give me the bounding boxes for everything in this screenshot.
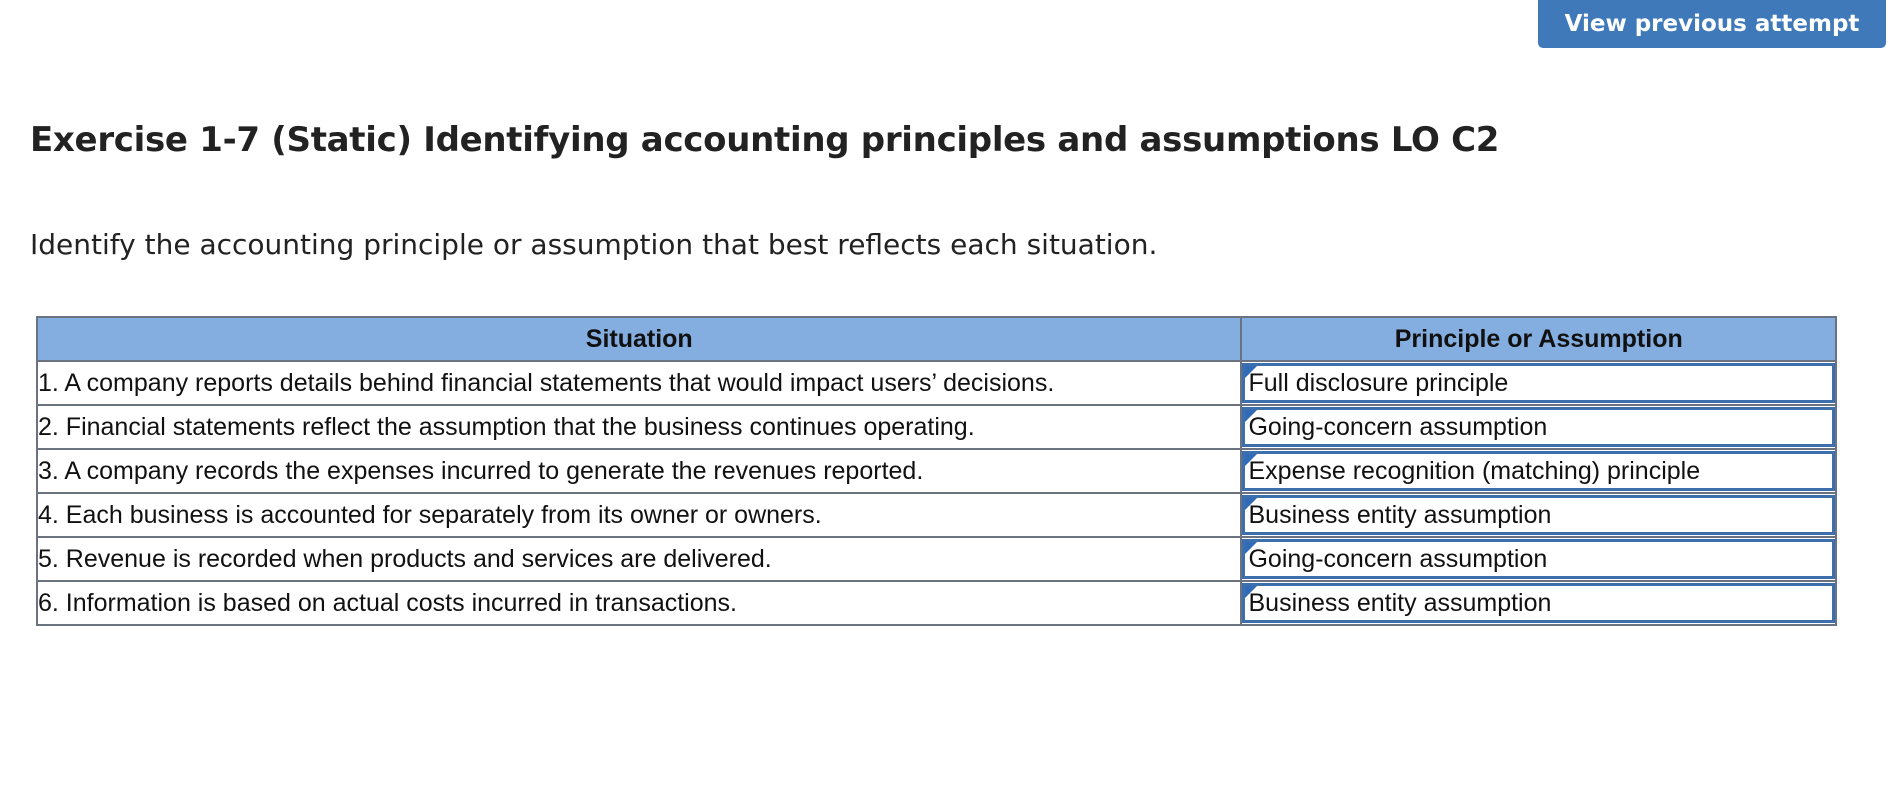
table-row <box>37 361 1836 405</box>
exercise-instructions: Identify the accounting principle or assumption that best reflects each situation. <box>30 228 1158 261</box>
table-row <box>37 405 1836 449</box>
answer-flag-icon <box>1245 410 1257 422</box>
answer-value: Going-concern assumption <box>1248 544 1548 573</box>
answer-select[interactable] <box>1242 407 1835 447</box>
situation-cell: 5. Revenue is recorded when products and services are delivered. <box>37 537 1241 581</box>
situation-cell: 3. A company records the expenses incurred to generate the revenues reported. <box>37 449 1241 493</box>
answer-value: Expense recognition (matching) principle <box>1248 456 1701 485</box>
principles-table <box>36 316 1837 626</box>
answer-select[interactable] <box>1242 495 1835 535</box>
table-row <box>37 493 1836 537</box>
answer-cell <box>1241 581 1836 625</box>
exercise-title: Exercise 1-7 (Static) Identifying accounting principles and assumptions LO C2 <box>30 120 1500 160</box>
answer-flag-icon <box>1245 542 1257 554</box>
answer-value: Going-concern assumption <box>1248 412 1548 441</box>
table-header-row <box>37 317 1836 361</box>
answer-cell <box>1241 537 1836 581</box>
answer-cell <box>1241 449 1836 493</box>
answer-flag-icon <box>1245 498 1257 510</box>
answer-value: Full disclosure principle <box>1248 368 1509 397</box>
answer-select[interactable] <box>1242 539 1835 579</box>
answer-cell <box>1241 361 1836 405</box>
answer-cell <box>1241 493 1836 537</box>
answer-select[interactable] <box>1242 363 1835 403</box>
situation-column-header: Situation <box>37 317 1241 361</box>
situation-cell: 4. Each business is accounted for separately from its owner or owners. <box>37 493 1241 537</box>
situation-cell: 6. Information is based on actual costs incurred in transactions. <box>37 581 1241 625</box>
answer-select[interactable] <box>1242 583 1835 623</box>
answer-value: Business entity assumption <box>1248 500 1552 529</box>
situation-cell: 1. A company reports details behind financial statements that would impact users’ decisions. <box>37 361 1241 405</box>
view-previous-attempt-button[interactable]: View previous attempt <box>1538 0 1886 48</box>
answer-flag-icon <box>1245 586 1257 598</box>
table-row <box>37 537 1836 581</box>
situation-cell: 2. Financial statements reflect the assumption that the business continues operating. <box>37 405 1241 449</box>
answer-cell <box>1241 405 1836 449</box>
answer-select[interactable] <box>1242 451 1835 491</box>
principle-column-header: Principle or Assumption <box>1241 317 1836 361</box>
answer-flag-icon <box>1245 366 1257 378</box>
answer-value: Business entity assumption <box>1248 588 1552 617</box>
table-row <box>37 581 1836 625</box>
table-row <box>37 449 1836 493</box>
answer-flag-icon <box>1245 454 1257 466</box>
